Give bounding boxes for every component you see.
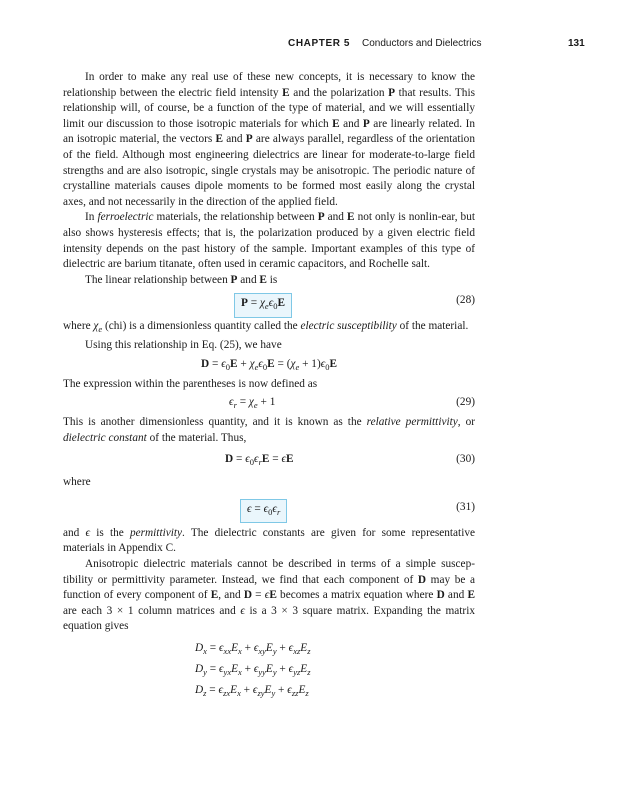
page-body [63,70,475,705]
paragraph-10: Anisotropic dielectric materials cannot be described in terms of a simple suscep-tibility or permittivity parameter. Instead, we find that each component of D may be a function of every component of E, and D = ϵE becomes a matrix equation where D and E are each 3 × 1 column matrices and ϵ is a 3 × 3 square matrix. Expanding the matrix equation gives [63,558,475,633]
paragraph-3: The linear relationship between P and E is [85,273,278,286]
equation-28 [63,290,475,318]
equation-30-formula: $D = \epsilon_0\epsilon_rE = \epsilon E$ [225,453,294,468]
running-header [0,38,627,52]
equation-29-formula: $\epsilon_r = \chi_e + 1$ [229,396,276,411]
equation-D-formula: $D = \epsilon_0E + \chi_e\epsilon_0E = (\chi_e + 1)\epsilon_0E$ [201,357,338,372]
equation-D [63,356,475,376]
matrix-line-y: $D_y = \epsilon_{yx}E_x + \epsilon_{yy}E_y + \epsilon_{yz}E_z$ [195,663,311,678]
paragraph-7: This is another dimensionless quantity, and it is known as the relative permittivity, or dielectric constant of the material. Thus, [63,416,475,444]
paragraph-6: The expression within the parentheses is now defined as [63,377,318,390]
equation-30-number: (30) [456,453,475,466]
paragraph-1: In order to make any real use of these new concepts, it is necessary to know the relationship between the electric field intensity E and the polarization P that results. This relationship will, of course, be a function of the type of material, and we will essentially limit our discussion to those isotropic materials for which E and P are linearly related. In an isotropic material, the vectors E and P are always parallel, regardless of the orientation of the field. Although most engineering dielectrics are linear for moderate-to-large field strengths and are also isotropic, single crystals may be anisotropic. The periodic nature of crystalline materials causes dipole moments to be formed most easily along the crystal axes, and not necessarily in the direction of the applied field. [63,71,475,208]
paragraph-9: and ϵ is the permittivity. The dielectric constants are given for some representative materials in Appendix C. [63,526,475,555]
equation-30 [63,448,475,474]
paragraph-8: where [63,476,91,489]
matrix-line-z: $D_z = \epsilon_{zx}E_x + \epsilon_{zy}E_y + \epsilon_{zz}E_z$ [195,684,309,699]
equation-29 [63,394,475,414]
matrix-equations [63,641,475,705]
paragraph-5: Using this relationship in Eq. (25), we have [85,338,282,351]
equation-28-formula: $P = \chi_e\epsilon_0E$ [234,293,292,318]
equation-29-number: (29) [456,396,475,409]
matrix-line-x: $D_x = \epsilon_{xx}E_x + \epsilon_{xy}E_y + \epsilon_{xz}E_z$ [195,642,311,657]
paragraph-4: where $\chi_e$ (chi) is a dimensionless quantity called the electric susceptibility of the material. [63,320,469,335]
equation-31 [63,493,475,525]
equation-31-number: (31) [456,500,475,513]
page-number: 131 [568,38,585,49]
chapter-label: CHAPTER 5 [288,38,351,49]
paragraph-2: In ferroelectric materials, the relationship between P and E not only is nonlin-ear, but also shows hysteresis effects; that is, the polarization produced by a given electric field intensity depends on the past history of the sample. Important examples of this type of dielectric are barium titanate, often used in ceramic capacitors, and Rochelle salt. [63,211,475,271]
equation-28-number: (28) [456,294,475,307]
chapter-title: Conductors and Dielectrics [362,38,482,49]
equation-31-formula: $\epsilon = \epsilon_0\epsilon_r$ [240,499,287,524]
